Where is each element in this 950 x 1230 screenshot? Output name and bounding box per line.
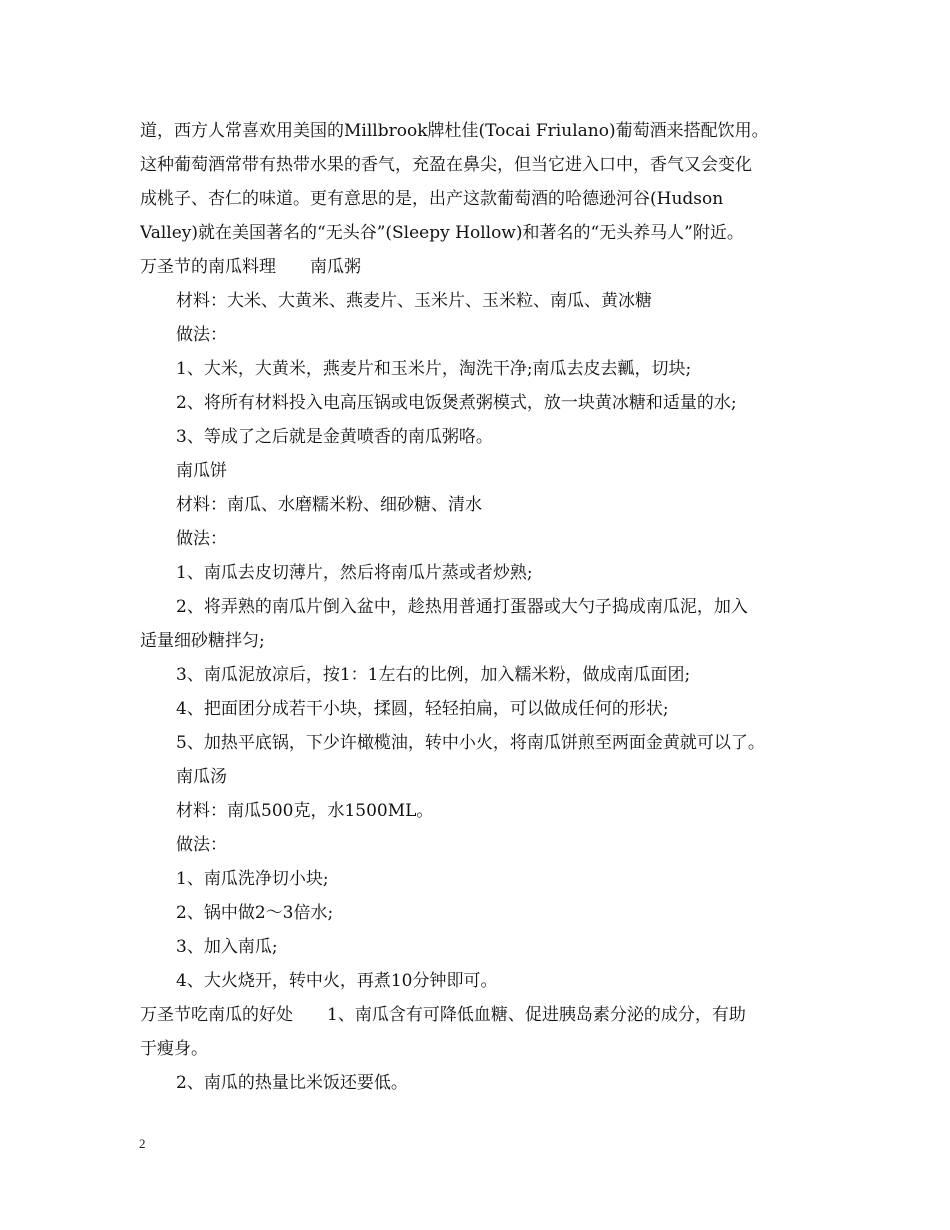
text-line: 这种葡萄酒常带有热带水果的香气，充盈在鼻尖，但当它进入口中，香气又会变化 <box>140 155 752 175</box>
text-line: Valley)就在美国著名的“无头谷”(Sleepy Hollow)和著名的“无头养马人”附近。 <box>140 223 744 243</box>
section-heading: 万圣节的南瓜料理 南瓜粥 <box>140 257 361 277</box>
text-line: 做法： <box>176 835 227 855</box>
text-line: 3、等成了之后就是金黄喷香的南瓜粥咯。 <box>176 427 493 447</box>
text-line: 3、加入南瓜; <box>176 937 278 957</box>
text-line: 4、大火烧开，转中火，再煮10分钟即可。 <box>176 971 498 991</box>
text-line: 2、将所有材料投入电高压锅或电饭煲煮粥模式，放一块黄冰糖和适量的水; <box>176 393 737 413</box>
text-line: 材料：南瓜、水磨糯米粉、细砂糖、清水 <box>176 495 482 515</box>
text-line: 做法： <box>176 529 227 549</box>
page-number: 2 <box>139 1136 146 1151</box>
text-line: 适量细砂糖拌匀; <box>140 631 265 651</box>
text-line: 5、加热平底锅，下少许橄榄油，转中小火，将南瓜饼煎至两面金黄就可以了。 <box>176 733 765 753</box>
text-line: 4、把面团分成若干小块，揉圆，轻轻拍扁，可以做成任何的形状; <box>176 699 669 719</box>
text-line: 道，西方人常喜欢用美国的Millbrook牌杜佳(Tocai Friulano)葡萄酒来搭配饮用。 <box>140 121 769 141</box>
text-line: 2、南瓜的热量比米饭还要低。 <box>176 1073 408 1093</box>
document-body <box>140 114 830 1100</box>
text-line: 1、大米，大黄米，燕麦片和玉米片，淘洗干净;南瓜去皮去瓤，切块; <box>176 359 692 379</box>
text-line: 成桃子、杏仁的味道。更有意思的是，出产这款葡萄酒的哈德逊河谷(Hudson <box>140 189 724 209</box>
text-line: 1、南瓜洗净切小块; <box>176 869 329 889</box>
text-line: 材料：大米、大黄米、燕麦片、玉米片、玉米粒、南瓜、黄冰糖 <box>176 291 652 311</box>
text-line: 2、锅中做2～3倍水; <box>176 903 334 923</box>
text-line: 2、将弄熟的南瓜片倒入盆中，趁热用普通打蛋器或大勺子捣成南瓜泥，加入 <box>176 597 748 617</box>
text-line: 1、南瓜去皮切薄片，然后将南瓜片蒸或者炒熟; <box>176 563 533 583</box>
text-line: 于瘦身。 <box>140 1039 208 1059</box>
text-line: 做法： <box>176 325 227 345</box>
section-heading: 万圣节吃南瓜的好处 1、南瓜含有可降低血糖、促进胰岛素分泌的成分，有助 <box>140 1005 746 1025</box>
recipe-heading: 南瓜饼 <box>176 461 227 481</box>
recipe-heading: 南瓜汤 <box>176 767 227 787</box>
text-line: 3、南瓜泥放凉后，按1：1左右的比例，加入糯米粉，做成南瓜面团; <box>176 665 691 685</box>
text-line: 材料：南瓜500克，水1500ML。 <box>176 801 434 821</box>
